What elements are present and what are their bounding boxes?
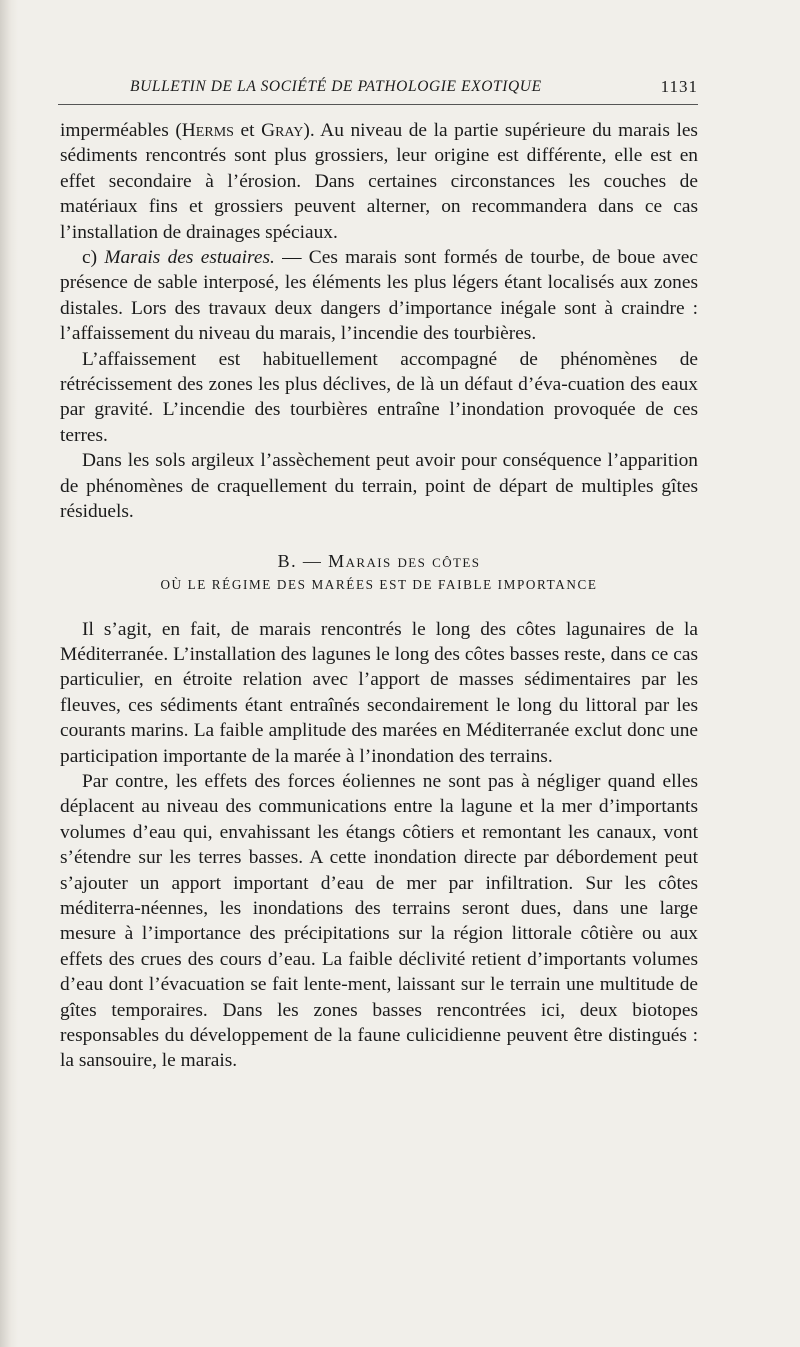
text-run: ). Au niveau de la partie supérieure du marais les sédiments rencontrés sont plus grossiers, leur origine est différente, elle est en effet secondaire à l’érosion. Dans certaines circonstances les couches de matériaux fins et grossiers peuvent alterner, on recommandera dans ce cas l’installation de drainages spéciaux. (60, 120, 698, 243)
paragraph-3: L’affaissement est habituellement accompagné de phénomènes de rétrécissement des zones les plus déclives, de là un défaut d’éva-cuation des eaux par gravité. L’incendie des tourbières entraîne l’inondation provoquée de ces terres. (60, 348, 698, 446)
subsection-title: Marais des estuaires. (104, 247, 275, 269)
paragraph-2 (60, 245, 698, 347)
section-subheading: OÙ LE RÉGIME DES MARÉES EST DE FAIBLE IMPORTANCE (160, 576, 598, 592)
section-heading: B. — Marais des côtes (277, 550, 481, 571)
author-name-gray: Gray (261, 120, 304, 141)
text-run: et (233, 120, 262, 141)
text-run: — Ces marais sont formés de tourbe, de boue avec présence de sable interposé, les éléments les plus légers étant localisés aux zones distales. Lors des travaux deux dangers d’importance inégale sont à craindre : l’affaissement du niveau du marais, l’incendie des tourbières. (60, 247, 698, 345)
journal-title: BULLETIN DE LA SOCIÉTÉ DE PATHOLOGIE EXOTIQUE (130, 78, 542, 95)
author-name-herms: Herms (181, 120, 234, 141)
paragraph-6: Par contre, les effets des forces éoliennes ne sont pas à négliger quand elles déplacent au niveau des communications entre la lagune et la mer d’importants volumes d’eau qui, envahissant les étangs côtiers et remontant les canaux, vont s’étendre sur les terres basses. A cette inondation directe par débordement peut s’ajouter un apport important d’eau de mer par infiltration. Sur les côtes méditerra-néennes, les inondations des terrains seront dues, dans une large mesure à l’importance des précipitations sur la région littorale côtière ou aux effets des crues des cours d’eau. La faible déclivité retient d’importants volumes d’eau dont l’évacuation se fait lente-ment, laissant sur le terrain une multitude de gîtes temporaires. Dans les zones basses rencontrées ici, deux biotopes responsables du développement de la faune culicidienne peuvent être distingués : la sansouire, le marais. (60, 770, 698, 1072)
running-header (58, 76, 698, 102)
header-rule (58, 104, 698, 105)
paragraph-5: Il s’agit, en fait, de marais rencontrés le long des côtes lagunaires de la Méditerranée. L’installation des lagunes le long des côtes basses reste, dans ce cas particulier, en étroite relation avec l’apport de masses sédimentaires par les fleuves, ces sédiments étant entraînés secondairement le long du littoral par les courants marins. La faible amplitude des marées en Méditerranée exclut donc une participation importante de la marée à l’inondation des terrains. (60, 618, 698, 767)
paragraph-4: Dans les sols argileux l’assèchement peut avoir pour conséquence l’apparition de phénomènes de craquellement du terrain, point de départ de multiples gîtes résiduels. (60, 450, 698, 523)
list-marker: c) (82, 247, 105, 269)
page-edge-shadow (0, 0, 18, 1347)
article-body (60, 118, 698, 1074)
page-number: 1131 (660, 77, 698, 96)
paragraph-1 (60, 118, 698, 245)
text-run: imperméables ( (60, 120, 182, 141)
